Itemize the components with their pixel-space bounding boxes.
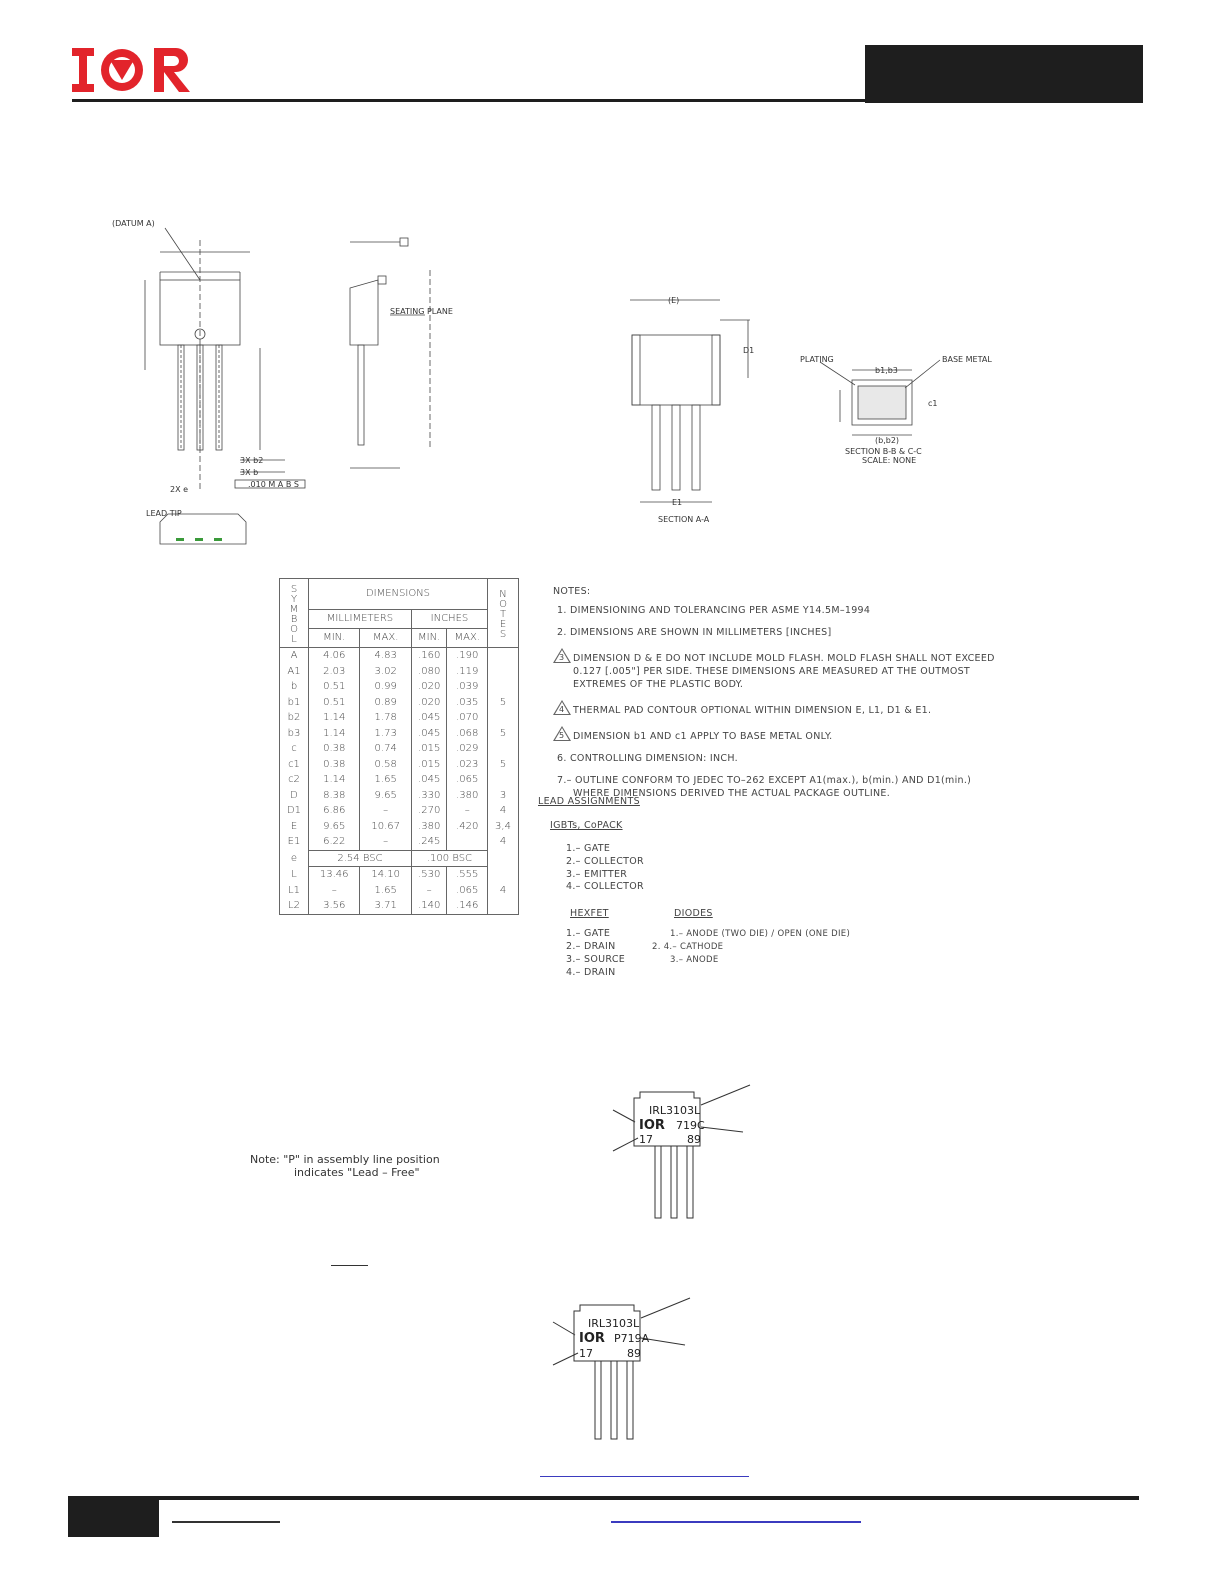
cell: 0.99 (360, 679, 411, 695)
cell: .015 (411, 757, 447, 773)
e-label: 2X e (170, 485, 189, 494)
cell (488, 679, 519, 695)
cell: E (280, 819, 309, 835)
cell: c1 (280, 757, 309, 773)
lead-assignments (538, 796, 998, 988)
section-aa-label: SECTION A-A (658, 515, 710, 524)
cell: b1 (280, 695, 309, 711)
cell: 0.74 (360, 741, 411, 757)
table-row (280, 648, 519, 664)
igbt-title: IGBTs, CoPACK (550, 820, 623, 831)
cell: .100 BSC (411, 850, 487, 867)
cell: 0.89 (360, 695, 411, 711)
d1-label: D1 (743, 346, 755, 355)
datum-a-label: (DATUM A) (112, 219, 155, 228)
list-item: 2.– COLLECTOR (566, 855, 644, 867)
cell: 4.06 (309, 648, 360, 664)
cell: 0.58 (360, 757, 411, 773)
lead-free-note (250, 1153, 480, 1179)
cell: 4 (488, 834, 519, 850)
list-item: 4.– DRAIN (566, 966, 616, 978)
note-5-triangle-icon: 5 (553, 726, 571, 741)
dimensions-header: DIMENSIONS (309, 579, 488, 610)
cell: .045 (411, 726, 447, 742)
cell: .065 (447, 883, 488, 899)
cell: 2.54 BSC (309, 850, 412, 867)
cell: .119 (447, 664, 488, 680)
cell: 2.03 (309, 664, 360, 680)
note-2: 2. DIMENSIONS ARE SHOWN IN MILLIMETERS [INCHES] (557, 627, 832, 638)
cell: 1.65 (360, 772, 411, 788)
cell: 6.22 (309, 834, 360, 850)
cell (488, 898, 519, 914)
scale-label: SCALE: NONE (862, 456, 917, 465)
section-bb-label: SECTION B-B & C-C (845, 447, 922, 456)
cell: b3 (280, 726, 309, 742)
cell: .020 (411, 695, 447, 711)
lot-right-1: 89 (687, 1133, 701, 1146)
mm-min-header: MIN. (309, 629, 360, 648)
b-label: 3X b (240, 468, 259, 477)
cell: 9.65 (309, 819, 360, 835)
cell: 9.65 (360, 788, 411, 804)
mm-header: MILLIMETERS (309, 610, 412, 629)
cell: .380 (411, 819, 447, 835)
cell: 0.51 (309, 679, 360, 695)
cell: 14.10 (360, 867, 411, 883)
cell: 1.78 (360, 710, 411, 726)
cell: .070 (447, 710, 488, 726)
cell: .045 (411, 710, 447, 726)
list-item: 3.– ANODE (670, 954, 719, 965)
cell: 1.14 (309, 710, 360, 726)
note-4-triangle-icon: 4 (553, 700, 571, 715)
note-3-line-3: EXTREMES OF THE PLASTIC BODY. (573, 679, 744, 690)
underline-blank (331, 1265, 368, 1266)
cell: 4.83 (360, 648, 411, 664)
cell: 3.71 (360, 898, 411, 914)
cell: .530 (411, 867, 447, 883)
header-rule (72, 99, 865, 102)
cell: 0.38 (309, 757, 360, 773)
cell: .420 (447, 819, 488, 835)
lead-free-note-line-1: Note: "P" in assembly line position (250, 1153, 440, 1166)
lead-assignments-title: LEAD ASSIGNMENTS (538, 796, 640, 807)
cell (488, 664, 519, 680)
cell: c2 (280, 772, 309, 788)
cell: 1.73 (360, 726, 411, 742)
cell: 10.67 (360, 819, 411, 835)
cell: 5 (488, 695, 519, 711)
notes-header: N O T E S (488, 579, 519, 648)
cell: .068 (447, 726, 488, 742)
table-row (280, 757, 519, 773)
diodes-title: DIODES (674, 908, 713, 920)
cell: 1.65 (360, 883, 411, 899)
cell: .020 (411, 679, 447, 695)
cell (447, 834, 488, 850)
table-row (280, 898, 519, 914)
table-row (280, 679, 519, 695)
note-5: 5 DIMENSION b1 AND c1 APPLY TO BASE METAL ONLY. (553, 726, 1023, 743)
cell: .245 (411, 834, 447, 850)
footer-underline-left (172, 1521, 280, 1523)
footer-rule (68, 1496, 1139, 1500)
lot-left-2: 17 (579, 1347, 593, 1360)
notes-block (553, 586, 1023, 800)
cell: E1 (280, 834, 309, 850)
date-code-1: 719C (676, 1119, 705, 1132)
list-item: 3.– SOURCE (566, 953, 626, 965)
cell: 8.38 (309, 788, 360, 804)
cell: 0.51 (309, 695, 360, 711)
cell: – (309, 883, 360, 899)
cell: .029 (447, 741, 488, 757)
ir-logo-mark-1: IOR (639, 1118, 665, 1133)
note-4: 4 THERMAL PAD CONTOUR OPTIONAL WITHIN DIMENSION E, L1, D1 & E1. (553, 700, 1023, 717)
note-7-line-2: WHERE DIMENSIONS DERIVED THE ACTUAL PACKAGE OUTLINE. (573, 788, 891, 799)
part-marking-example-1 (610, 1080, 760, 1230)
table-row (280, 867, 519, 883)
cell (488, 850, 519, 867)
seating-plane-label: SEATING PLANE (390, 307, 453, 316)
b1b3-label: b1,b3 (875, 366, 898, 375)
link-underline-center[interactable] (540, 1476, 749, 1477)
cell: D (280, 788, 309, 804)
lot-right-2: 89 (627, 1347, 641, 1360)
cell: c (280, 741, 309, 757)
cell: 5 (488, 757, 519, 773)
list-item: 4.– COLLECTOR (566, 881, 644, 893)
table-row (280, 883, 519, 899)
symbol-header: S Y M B O L (280, 579, 309, 648)
table-row (280, 834, 519, 850)
cell: .330 (411, 788, 447, 804)
cell: .080 (411, 664, 447, 680)
igbt-list (566, 843, 998, 894)
hexfet-title: HEXFET (570, 908, 609, 920)
cell: .035 (447, 695, 488, 711)
cell (488, 648, 519, 664)
cell: – (447, 803, 488, 819)
cell (488, 710, 519, 726)
list-item: 2. 4.– CATHODE (652, 941, 724, 952)
cell: 3.56 (309, 898, 360, 914)
cell: e (280, 850, 309, 867)
cell: 4 (488, 883, 519, 899)
list-item: 2.– DRAIN (566, 940, 616, 952)
cell: 5 (488, 726, 519, 742)
cell: – (411, 883, 447, 899)
part-marking-example-2 (550, 1295, 700, 1445)
cell: L (280, 867, 309, 883)
package-outline-drawing (100, 210, 1100, 570)
note-6: 6. CONTROLLING DIMENSION: INCH. (557, 753, 738, 764)
table-row (280, 726, 519, 742)
table-row (280, 850, 519, 867)
cell: 0.38 (309, 741, 360, 757)
table-row (280, 710, 519, 726)
lead-tip-label: LEAD TIP (146, 509, 182, 518)
lead-free-note-line-2: indicates "Lead – Free" (294, 1166, 420, 1179)
table-row (280, 788, 519, 804)
cell: A (280, 648, 309, 664)
ir-logo (72, 46, 196, 94)
cell: – (360, 803, 411, 819)
cell: 3,4 (488, 819, 519, 835)
table-row (280, 664, 519, 680)
cell: – (360, 834, 411, 850)
list-item: 1.– GATE (566, 843, 611, 854)
cell (488, 772, 519, 788)
inches-header: INCHES (411, 610, 487, 629)
list-item: 1.– GATE (566, 928, 611, 940)
ir-logo-mark-2: IOR (579, 1331, 605, 1346)
cell: .146 (447, 898, 488, 914)
diodes-list (652, 928, 850, 966)
cell (488, 741, 519, 757)
list-item: 3.– EMITTER (566, 868, 628, 880)
list-item: 1.– ANODE (TWO DIE) / OPEN (ONE DIE) (670, 929, 851, 940)
in-max-header: MAX. (447, 629, 488, 648)
note-3-triangle-icon: 3 (553, 648, 571, 663)
footer-link-underline[interactable] (611, 1521, 861, 1523)
e-paren-label: (E) (668, 296, 680, 305)
cell: .023 (447, 757, 488, 773)
plating-label: PLATING (800, 355, 834, 364)
mm-max-header: MAX. (360, 629, 411, 648)
cell: b2 (280, 710, 309, 726)
part-number-2: IRL3103L (588, 1317, 640, 1330)
cell: .190 (447, 648, 488, 664)
note-7-line-1: 7.– OUTLINE CONFORM TO JEDEC TO–262 EXCEPT A1(max.), b(min.) AND D1(min.) (557, 775, 972, 786)
tolerance-label: .010 M A B S (248, 480, 299, 489)
cell: .140 (411, 898, 447, 914)
in-min-header: MIN. (411, 629, 447, 648)
cell: 3 (488, 788, 519, 804)
bb2-label: (b,b2) (875, 436, 900, 445)
note-3-line-2: 0.127 [.005"] PER SIDE. THESE DIMENSIONS ARE MEASURED AT THE OUTMOST (573, 666, 971, 677)
cell: D1 (280, 803, 309, 819)
part-number-1: IRL3103L (649, 1104, 701, 1117)
cell: 3.02 (360, 664, 411, 680)
cell: L1 (280, 883, 309, 899)
table-row (280, 819, 519, 835)
lot-left-1: 17 (639, 1133, 653, 1146)
cell: .380 (447, 788, 488, 804)
note-3: 3 DIMENSION D & E DO NOT INCLUDE MOLD FLASH. MOLD FLASH SHALL NOT EXCEED 0.127 [.005"] PER SIDE. THESE DIMENSIONS ARE MEASURED AT THE OUTMOST EXTREMES OF THE PLASTIC BODY. (553, 648, 1023, 691)
header-bar (865, 45, 1143, 103)
cell: 13.46 (309, 867, 360, 883)
table-row (280, 803, 519, 819)
cell (488, 867, 519, 883)
cell: .160 (411, 648, 447, 664)
date-code-2: P719A (614, 1332, 650, 1345)
cell: .270 (411, 803, 447, 819)
table-row (280, 695, 519, 711)
note-1: 1. DIMENSIONING AND TOLERANCING PER ASME Y14.5M–1994 (557, 605, 871, 616)
cell: .065 (447, 772, 488, 788)
cell: b (280, 679, 309, 695)
b2-label: 3X b2 (240, 456, 264, 465)
c1-label: c1 (928, 399, 938, 408)
dimensions-table (279, 578, 519, 915)
cell: .039 (447, 679, 488, 695)
table-row (280, 741, 519, 757)
cell: .555 (447, 867, 488, 883)
cell: 1.14 (309, 772, 360, 788)
cell: L2 (280, 898, 309, 914)
e1-label: E1 (672, 498, 683, 507)
footer-page-box (68, 1500, 159, 1537)
cell: 4 (488, 803, 519, 819)
cell: 1.14 (309, 726, 360, 742)
cell: A1 (280, 664, 309, 680)
cell: .015 (411, 741, 447, 757)
notes-title: NOTES: (553, 586, 591, 597)
base-metal-label: BASE METAL (942, 355, 992, 364)
table-row (280, 772, 519, 788)
cell: .045 (411, 772, 447, 788)
cell: 6.86 (309, 803, 360, 819)
hexfet-list (566, 928, 625, 979)
